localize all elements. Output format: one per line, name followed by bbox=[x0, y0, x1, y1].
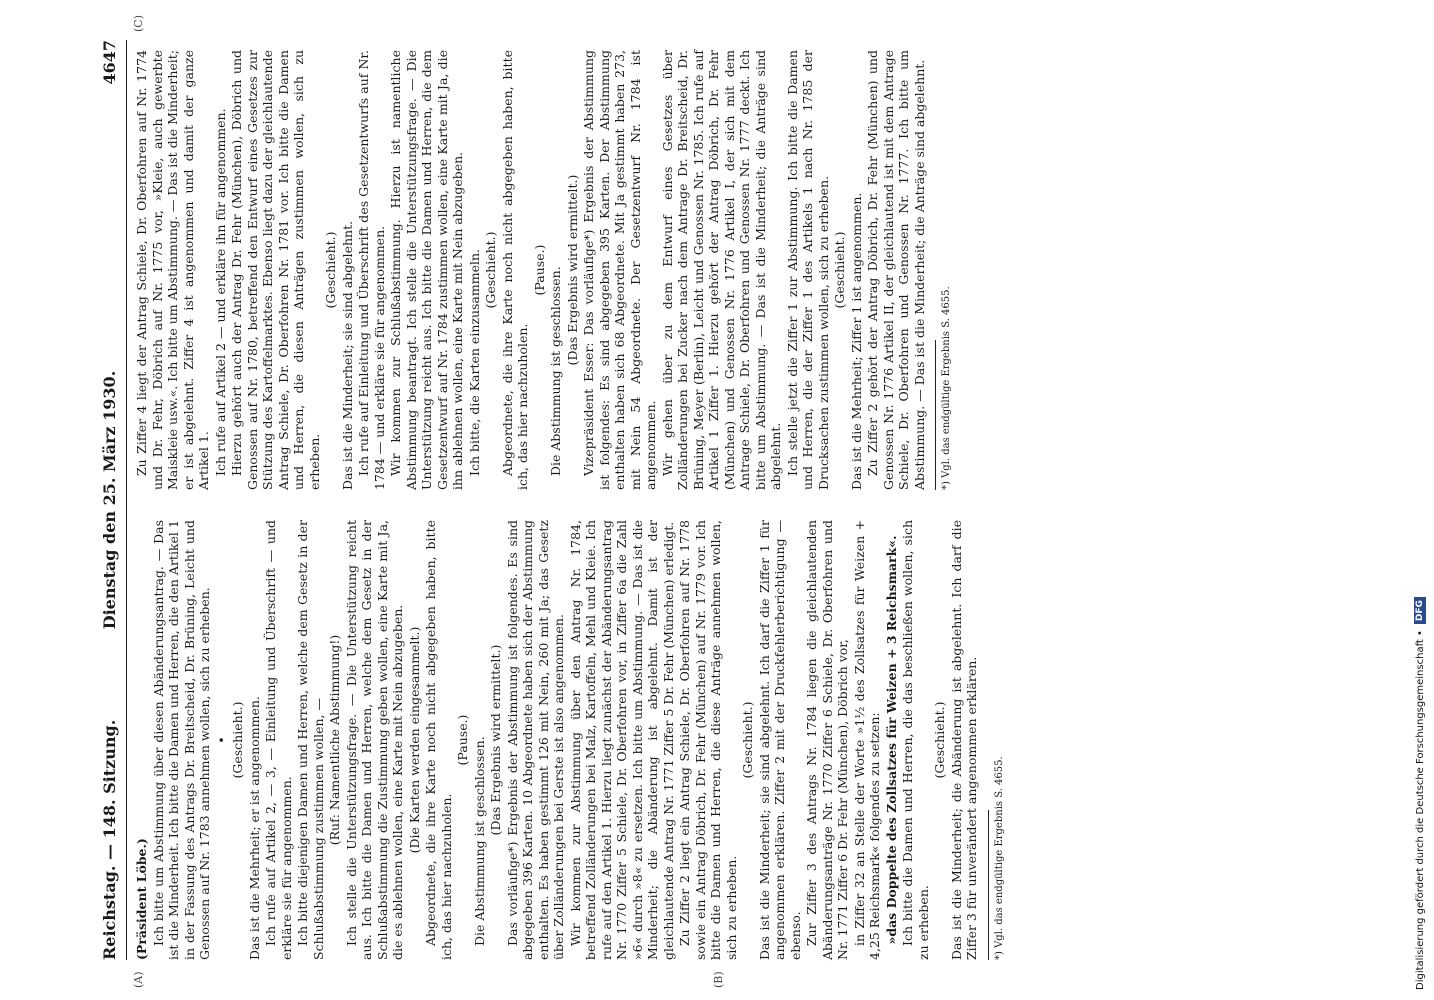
paragraph: Zu Ziffer 4 liegt der Antrag Schiele, Dr. Oberfohren auf Nr. 1774 und Dr. Fehr, Döbrich auf Nr. 1775 vor, »Kleie, auch gewerbte Maiskleie usw.«. Ich bitte um Abstimmung. — Das ist die Minderheit; er ist abgelehnt. Ziffer 4 ist angenommen und damit der ganze Artikel 1. bbox=[134, 50, 211, 490]
paragraph: Wir gehen über zu dem Entwurf eines Gesetzes über Zolländerungen bei Zucker nach dem Antrage Dr. Breitscheid, Dr. Brüning, Meyer (Berlin), Leicht und Genossen Nr. 1785. Ich rufe auf Artikel 1 Ziffer 1. Hierzu gehört der Antrag Döbrich, Dr. Fehr (München) und Genossen Nr. 1776 Artikel I, der sich mit dem Antrage Schiele, Dr. Oberfohren und Genossen Nr. 1777 deckt. Ich bitte um Abstimmung. — Das ist die Minderheit; die Anträge sind abgelehnt. bbox=[659, 50, 783, 490]
margin-mark-b: (B) bbox=[712, 971, 725, 988]
dfg-logo: DFG bbox=[1414, 597, 1426, 624]
margin-mark-c: (C) bbox=[132, 15, 145, 32]
paragraph: Abgeordnete, die ihre Karte noch nicht abgegeben haben, bitte ich, das hier nachzuholen. bbox=[499, 50, 530, 490]
right-column bbox=[134, 50, 955, 490]
paragraph: in Ziffer 32 an Stelle der Worte »1½ des Zollsatzes für Weizen + 4,25 Reichsmark« folgendes zu setzen: bbox=[851, 520, 882, 960]
paragraph: Abgeordnete, die ihre Karte noch nicht abgegeben haben, bitte ich, das hier nachzuholen. bbox=[423, 520, 454, 960]
paragraph: Die Abstimmung ist geschlossen. bbox=[548, 266, 563, 476]
paragraph: Die Abstimmung ist geschlossen. bbox=[471, 736, 487, 946]
footnote bbox=[988, 756, 1008, 960]
footnote bbox=[935, 286, 955, 490]
speaker-label: (Präsident Löbe.) bbox=[134, 838, 149, 960]
header-rule bbox=[126, 40, 127, 960]
stage-direction: (Ruf: Namentliche Abstimmung!) bbox=[327, 634, 342, 846]
digitization-credit bbox=[1412, 0, 1428, 990]
paragraph: Zu Ziffer 2 liegt ein Antrag Schiele, Dr. Oberfohren auf Nr. 1778 sowie ein Antrag Döbrich, Dr. Fehr (München) auf Nr. 1779 vor. Ich bitte die Damen und Herren, die diese Anträge annehmen wollen, sich zu erheben. bbox=[677, 520, 739, 960]
paragraph: Wir kommen zur Schlußabstimmung. Hierzu ist namentliche Abstimmung beantragt. Ich stelle die Unterstützungsfrage. — Die Unterstützung reicht aus. Ich bitte die Damen und Herren, die dem Gesetzentwurf auf Nr. 1784 zustimmen wollen, eine Karte mit Ja, die ihn ablehnen wollen, eine Karte mit Nein abzugeben. bbox=[388, 50, 465, 490]
paragraph: Ich rufe auf Artikel 2, — 3, — Einleitung und Überschrift — und erkläre sie für angenommen. bbox=[263, 520, 294, 960]
paragraph: Wir kommen zur Abstimmung über den Antrag Nr. 1784, betreffend Zolländerungen bei Malz, Kartoffeln, Mehl und Kleie. Ich rufe auf den Artikel 1. Hierzu liegt zunächst der Abänderungsantrag Nr. 1770 Ziffer 5 Schiele, Dr. Oberfohren vor, in Ziffer 6a die Zahl »6« durch »8« zu ersetzen. Ich bitte um Abstimmung. — Das ist die Minderheit; die Abänderung ist abgelehnt. Damit ist der gleichlautende Antrag Nr. 1771 Ziffer 5 Dr. Fehr (München) erledigt. bbox=[567, 520, 676, 960]
paragraph: Ich stelle jetzt die Ziffer 1 zur Abstimmung. Ich bitte die Damen und Herren, die der Ziffer 1 des Artikels 1 nach Nr. 1785 der Drucksachen zustimmen wollen, sich zu erheben. bbox=[784, 50, 831, 490]
paragraph: Ich rufe auf Artikel 2 — und erkläre ihn für angenommen. bbox=[212, 108, 228, 476]
stage-direction: (Pause.) bbox=[455, 714, 470, 766]
stage-direction: (Geschieht.) bbox=[483, 231, 498, 309]
stage-direction: (Geschieht.) bbox=[832, 231, 847, 309]
page-header bbox=[92, 40, 126, 960]
left-column bbox=[134, 520, 1007, 960]
stage-direction: (Die Karten werden eingesammelt.) bbox=[406, 626, 422, 854]
paragraph: Das ist die Minderheit; sie sind abgelehnt. Ich darf die Ziffer 1 für angenommen erklären. Ziffer 2 mit der Druckfehlerberichtigung — ebenso. bbox=[756, 520, 803, 960]
paragraph: Ich bitte um Abstimmung über diesen Abänderungsantrag. — Das ist die Minderheit. Ich bitte die Damen und Herren, die den Artikel 1 in der Fassung des Antrags Dr. Breitscheid, Dr. Brüning, Leicht und Genossen auf Nr. 1783 annehmen wollen, sich zu erheben. bbox=[150, 520, 212, 960]
paragraph: Vizepräsident Esser: Das vorläufige*) Ergebnis der Abstimmung ist folgendes: Es sind abgegeben 395 Karten. Der Abstimmung enthalten haben sich 68 Abgeordnete. Mit Ja gestimmt haben 273, mit Nein 54 Abgeordnete. Der Gesetzentwurf Nr. 1784 ist angenommen. bbox=[581, 50, 658, 490]
stage-direction: (Pause.) bbox=[531, 244, 547, 296]
stage-direction: (Das Ergebnis wird ermittelt.) bbox=[488, 644, 503, 836]
footnote-text: *) Vgl. das endgültige Ergebnis S. 4655. bbox=[941, 286, 952, 490]
quoted-text: »das Doppelte des Zollsatzes für Weizen + 3 Reichsmark«. bbox=[883, 535, 899, 945]
header-date: Dienstag den 25. März 1930. bbox=[100, 370, 119, 630]
paragraph: Zur Ziffer 3 des Antrags Nr. 1784 liegen die gleichlautenden Abänderungsanträge Nr. 1770 Ziffer 6 Schiele, Dr. Oberfohren und Nr. 1771 Ziffer 6 Dr. Fehr (München), Döbrich vor, bbox=[804, 520, 850, 960]
paragraph: Das ist die Mehrheit; Ziffer 1 ist angenommen. bbox=[848, 192, 864, 490]
stage-direction: (Geschieht.) bbox=[932, 701, 947, 779]
paragraph: Ich bitte die Damen und Herren, die das beschließen wollen, sich zu erheben. bbox=[900, 520, 931, 960]
paragraph: Das ist die Mehrheit; er ist angenommen. bbox=[246, 696, 262, 960]
paragraph: Das vorläufige*) Ergebnis der Abstimmung ist folgendes. Es sind abgegeben 396 Karten. 10 Abgeordnete haben sich der Abstimmung enthalten. Es haben gestimmt 126 mit Nein, 260 mit Ja; das Gesetz über Zolländerungen bei Gerste ist also angenommen. bbox=[504, 520, 566, 960]
header-session: Reichstag. — 148. Sitzung. bbox=[100, 719, 119, 960]
footnote-text: *) Vgl. das endgültige Ergebnis S. 4655. bbox=[993, 756, 1005, 960]
stage-direction: (Das Ergebnis wird ermittelt.) bbox=[564, 174, 580, 366]
paragraph: Ich bitte diejenigen Damen und Herren, welche dem Gesetz in der Schlußabstimmung zustimmen wollen, — bbox=[295, 520, 326, 960]
paragraph: Ich bitte, die Karten einzusammeln. bbox=[466, 248, 482, 476]
stage-direction: (Geschieht.) bbox=[323, 231, 338, 309]
header-page-number: 4647 bbox=[100, 40, 119, 85]
paragraph: Das ist die Minderheit; sie sind abgelehnt. bbox=[339, 220, 355, 490]
margin-mark-a: (A) bbox=[132, 971, 145, 988]
stage-direction: (Geschieht.) bbox=[740, 701, 755, 779]
scanned-page bbox=[92, 0, 1292, 1000]
paragraph: Hierzu gehört auch der Antrag Dr. Fehr (München), Döbrich und Genossen auf Nr. 1780, betreffend den Entwurf eines Gesetzes zur Stützung des Kartoffelmarktes. Ebenso liegt dazu der gleichlautende Antrag Schiele, Dr. Oberfohren Nr. 1781 vor. Ich bitte die Damen und Herren, die diesen Anträgen zustimmen wollen, sich zu erheben. bbox=[229, 50, 322, 490]
credit-text: Digitalisierung gefördert durch die Deutsche Forschungsgemeinschaft • bbox=[1414, 630, 1426, 990]
paragraph: Zu Ziffer 2 gehört der Antrag Döbrich, Dr. Fehr (München) und Genossen Nr. 1776 Artikel II, der gleichlautend ist mit dem Antrage Schiele, Dr. Oberfohren und Genossen Nr. 1777. Ich bitte um Abstimmung. — Das ist die Minderheit; die Anträge sind abgelehnt. bbox=[865, 50, 927, 490]
paragraph: Das ist die Minderheit; die Abänderung ist abgelehnt. Ich darf die Ziffer 3 für unverändert angenommen erklären. bbox=[948, 520, 979, 960]
stage-direction: (Geschieht.) bbox=[230, 701, 245, 779]
paragraph: • bbox=[213, 736, 229, 744]
paragraph: Ich rufe auf Einleitung und Überschrift des Gesetzentwurfs auf Nr. 1784 — und erkläre sie für angenommen. bbox=[356, 50, 387, 490]
paragraph: Ich stelle die Unterstützungsfrage. — Die Unterstützung reicht aus. Ich bitte die Damen und Herren, welche dem Gesetz in der Schlußabstimmung die Zustimmung geben wollen, eine Karte mit Ja, die es ablehnen wollen, eine Karte mit Nein abzugeben. bbox=[343, 520, 405, 960]
